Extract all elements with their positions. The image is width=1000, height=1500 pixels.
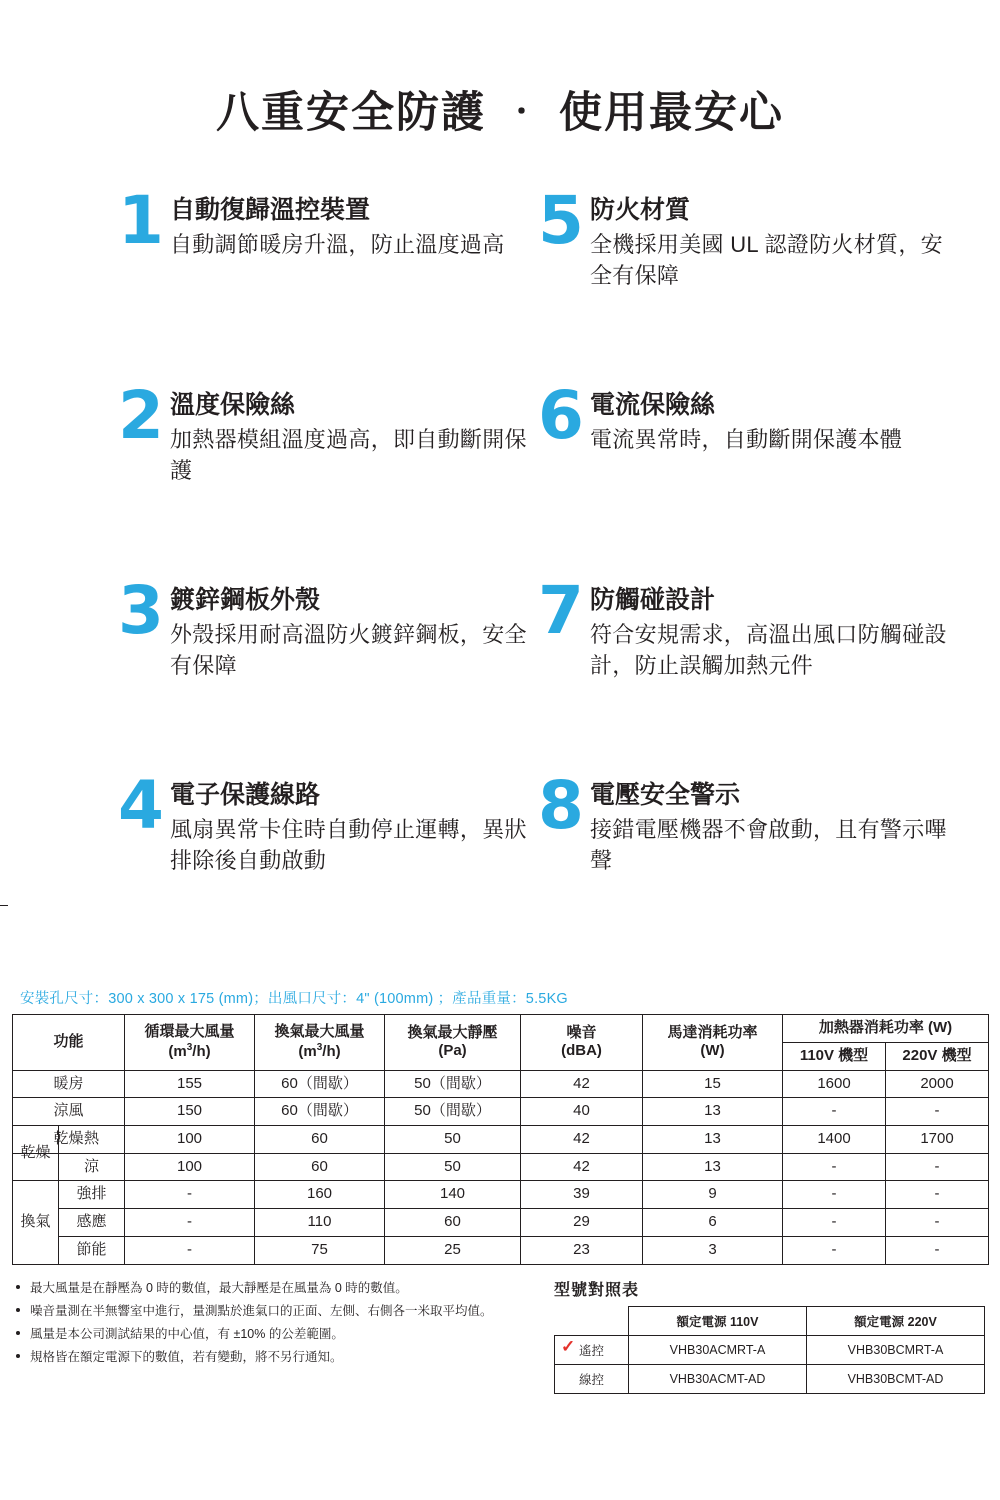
cell-heater-110: 1400 xyxy=(783,1125,886,1153)
cell-noise: 42 xyxy=(521,1125,643,1153)
unit-superscript: 3 xyxy=(316,1041,323,1053)
feature-item xyxy=(538,767,958,973)
feature-number: 3 xyxy=(118,572,162,649)
feature-description: 自動調節暖房升溫，防止溫度過高 xyxy=(170,232,505,258)
footnote-item: 最大風量是在靜壓為 0 時的數值，最大靜壓是在風量為 0 時的數值。 xyxy=(14,1277,534,1300)
feature-heading: 自動復歸溫控裝置 xyxy=(170,196,371,224)
cell-heater-220: - xyxy=(886,1153,989,1181)
cell-heater-220: - xyxy=(886,1209,989,1237)
th-heater-power: 加熱器消耗功率 (W) xyxy=(783,1015,989,1043)
cell-motor: 6 xyxy=(643,1209,783,1237)
feature-number: 5 xyxy=(538,182,582,259)
cell-ventilate: 160 xyxy=(255,1181,385,1209)
unit-superscript: 3 xyxy=(186,1041,193,1053)
cell-ventilate: 110 xyxy=(255,1209,385,1237)
table-row xyxy=(13,1181,989,1209)
install-dimension-note: 安裝孔尺寸：300 x 300 x 175 (mm)；出風口尺寸：4" (100mm) ；產品重量：5.5KG xyxy=(20,991,568,1007)
cell-noise: 40 xyxy=(521,1098,643,1126)
footnote-item: 風量是本公司測試結果的中心值，有 ±10% 的公差範圍。 xyxy=(14,1323,534,1346)
model-wired-110v: VHB30ACMT-AD xyxy=(629,1364,807,1393)
cell-ventilate: 75 xyxy=(255,1236,385,1264)
page-title: 八重安全防護 ‧ 使用最安心 xyxy=(216,89,784,137)
feature-item xyxy=(118,377,538,583)
feature-item xyxy=(538,377,958,583)
cell-ventilate: 60（間歇） xyxy=(255,1070,385,1098)
th-heater-220: 220V 機型 xyxy=(886,1042,989,1070)
th-motor-power-unit: (W) xyxy=(700,1042,725,1060)
model-header-row xyxy=(555,1306,985,1335)
cell-pressure: 25 xyxy=(385,1236,521,1264)
row-label-sensor: 感應 xyxy=(59,1209,125,1237)
cell-circulate: - xyxy=(125,1236,255,1264)
model-row xyxy=(555,1335,985,1364)
feature-body xyxy=(170,193,505,261)
model-type-wired: 線控 xyxy=(555,1364,629,1393)
specification-table-groups xyxy=(12,1125,989,1265)
feature-number: 2 xyxy=(118,377,162,454)
table-row xyxy=(13,1070,989,1098)
model-row xyxy=(555,1364,985,1393)
cell-circulate: - xyxy=(125,1209,255,1237)
cell-pressure: 140 xyxy=(385,1181,521,1209)
feature-description: 電流異常時，自動斷開保護本體 xyxy=(590,427,903,453)
th-ventilate-air xyxy=(255,1015,385,1071)
footer-section xyxy=(0,1277,1000,1394)
feature-number: 7 xyxy=(538,572,582,649)
cell-heater-110: - xyxy=(783,1098,886,1126)
cell-noise: 42 xyxy=(521,1153,643,1181)
th-heater-110: 110V 機型 xyxy=(783,1042,886,1070)
th-noise xyxy=(521,1015,643,1071)
cell-circulate: - xyxy=(125,1181,255,1209)
feature-item xyxy=(118,767,538,973)
table-row xyxy=(13,1098,989,1126)
cell-motor: 15 xyxy=(643,1070,783,1098)
cell-heater-110: - xyxy=(783,1153,886,1181)
row-label-dry-hot: 熱 xyxy=(59,1125,125,1153)
specification-section xyxy=(0,987,1000,1265)
feature-description: 符合安規需求，高溫出風口防觸碰設計，防止誤觸加熱元件 xyxy=(590,622,947,678)
model-header-220v: 額定電源 220V xyxy=(807,1306,985,1335)
cell-heater-110: 1600 xyxy=(783,1070,886,1098)
cell-circulate: 100 xyxy=(125,1153,255,1181)
table-header-row xyxy=(13,1015,989,1043)
feature-body xyxy=(590,193,958,291)
feature-heading: 溫度保險絲 xyxy=(170,391,296,419)
left-edge-tick xyxy=(0,905,8,906)
cell-pressure: 50 xyxy=(385,1125,521,1153)
model-header-110v: 額定電源 110V xyxy=(629,1306,807,1335)
feature-item xyxy=(538,572,958,778)
feature-heading: 電流保險絲 xyxy=(590,391,716,419)
th-ventilate-air-unit2: /h) xyxy=(322,1042,341,1060)
th-circulate-air-unit2: /h) xyxy=(192,1042,211,1060)
feature-item xyxy=(538,182,958,388)
group-label-dry: 乾燥 xyxy=(13,1126,125,1154)
cell-motor: 13 xyxy=(643,1125,783,1153)
feature-body xyxy=(590,583,958,681)
th-function: 功能 xyxy=(13,1015,125,1071)
feature-number: 4 xyxy=(118,767,162,844)
check-icon: ✓ xyxy=(561,1336,576,1356)
cell-pressure: 50 xyxy=(385,1153,521,1181)
cell-motor: 3 xyxy=(643,1236,783,1264)
cell-noise: 29 xyxy=(521,1209,643,1237)
model-corner-cell xyxy=(555,1306,629,1335)
th-circulate-air-label: 循環最大風量 xyxy=(144,1023,235,1040)
th-static-pressure-label: 換氣最大靜壓 xyxy=(407,1023,498,1041)
feature-body xyxy=(170,583,538,681)
cell-ventilate: 60 xyxy=(255,1153,385,1181)
feature-description: 接錯電壓機器不會啟動，且有警示嗶聲 xyxy=(590,817,947,873)
cell-circulate: 155 xyxy=(125,1070,255,1098)
cell-ventilate: 60（間歇） xyxy=(255,1098,385,1126)
feature-item xyxy=(118,572,538,778)
row-label-cool: 涼風 xyxy=(13,1098,125,1126)
feature-description: 外殼採用耐高溫防火鍍鋅鋼板，安全有保障 xyxy=(170,622,527,678)
features-grid xyxy=(0,182,1000,973)
table-row xyxy=(13,1209,989,1237)
group-label-dry: 乾燥 xyxy=(13,1125,59,1181)
cell-heater-220: 2000 xyxy=(886,1070,989,1098)
feature-number: 8 xyxy=(538,767,582,844)
th-noise-unit: (dBA) xyxy=(561,1042,602,1060)
cell-noise: 23 xyxy=(521,1236,643,1264)
model-wired-220v: VHB30BCMT-AD xyxy=(807,1364,985,1393)
cell-pressure: 60 xyxy=(385,1209,521,1237)
th-static-pressure xyxy=(385,1015,521,1071)
feature-heading: 電子保護線路 xyxy=(170,781,321,809)
model-comparison-table xyxy=(554,1306,985,1394)
row-label-eco: 節能 xyxy=(59,1236,125,1264)
th-noise-label: 噪音 xyxy=(566,1023,597,1041)
row-label-heating: 暖房 xyxy=(13,1070,125,1098)
th-motor-power xyxy=(643,1015,783,1071)
cell-circulate: 150 xyxy=(125,1098,255,1126)
cell-heater-220: - xyxy=(886,1236,989,1264)
feature-description: 風扇異常卡住時自動停止運轉，異狀排除後自動啟動 xyxy=(170,817,527,873)
feature-heading: 鍍鋅鋼板外殼 xyxy=(170,586,321,614)
cell-heater-220: 1700 xyxy=(886,1125,989,1153)
feature-body xyxy=(170,388,538,486)
feature-number: 1 xyxy=(118,182,162,259)
cell-motor: 13 xyxy=(643,1098,783,1126)
footnotes xyxy=(14,1277,534,1394)
feature-body xyxy=(590,388,902,456)
row-label-dry-cool: 涼 xyxy=(59,1153,125,1181)
cell-ventilate: 60 xyxy=(255,1125,385,1153)
footnote-item: 規格皆在額定電源下的數值，若有變動，將不另行通知。 xyxy=(14,1346,534,1369)
th-circulate-air-unit: (m xyxy=(168,1042,187,1060)
cell-heater-110: - xyxy=(783,1209,886,1237)
th-ventilate-air-unit: (m xyxy=(298,1042,317,1060)
table-row xyxy=(13,1125,989,1153)
feature-body xyxy=(170,778,538,876)
feature-description: 加熱器模組溫度過高，即自動斷開保護 xyxy=(170,427,527,483)
feature-heading: 電壓安全警示 xyxy=(590,781,741,809)
th-ventilate-air-label: 換氣最大風量 xyxy=(274,1023,365,1040)
cell-circulate: 100 xyxy=(125,1125,255,1153)
model-remote-220v: VHB30BCMRT-A xyxy=(807,1335,985,1364)
cell-noise: 42 xyxy=(521,1070,643,1098)
feature-item xyxy=(118,182,538,388)
th-motor-power-label: 馬達消耗功率 xyxy=(667,1023,758,1041)
model-type-remote-label: 遙控 xyxy=(578,1343,604,1358)
cell-pressure: 50（間歇） xyxy=(385,1098,521,1126)
cell-heater-110: - xyxy=(783,1181,886,1209)
cell-noise: 39 xyxy=(521,1181,643,1209)
row-label-strong: 強排 xyxy=(59,1181,125,1209)
feature-heading: 防火材質 xyxy=(590,196,691,224)
table-row xyxy=(13,1153,989,1181)
model-table-title: 型號對照表 xyxy=(554,1281,640,1299)
model-remote-110v: VHB30ACMRT-A xyxy=(629,1335,807,1364)
cell-heater-220: - xyxy=(886,1181,989,1209)
model-comparison-block xyxy=(554,1277,985,1394)
cell-motor: 9 xyxy=(643,1181,783,1209)
feature-description: 全機採用美國 UL 認證防火材質，安全有保障 xyxy=(590,232,943,288)
footnote-item: 噪音量測在半無響室中進行，量測點於進氣口的正面、左側、右側各一米取平均值。 xyxy=(14,1300,534,1323)
cell-heater-110: - xyxy=(783,1236,886,1264)
cell-heater-220: - xyxy=(886,1098,989,1126)
feature-body xyxy=(590,778,958,876)
table-row xyxy=(13,1236,989,1264)
model-type-remote xyxy=(555,1335,629,1364)
th-circulate-air xyxy=(125,1015,255,1071)
group-label-vent: 換氣 xyxy=(13,1181,59,1264)
feature-number: 6 xyxy=(538,377,582,454)
feature-heading: 防觸碰設計 xyxy=(590,586,716,614)
cell-motor: 13 xyxy=(643,1153,783,1181)
th-static-pressure-unit: (Pa) xyxy=(438,1042,467,1060)
cell-pressure: 50（間歇） xyxy=(385,1070,521,1098)
